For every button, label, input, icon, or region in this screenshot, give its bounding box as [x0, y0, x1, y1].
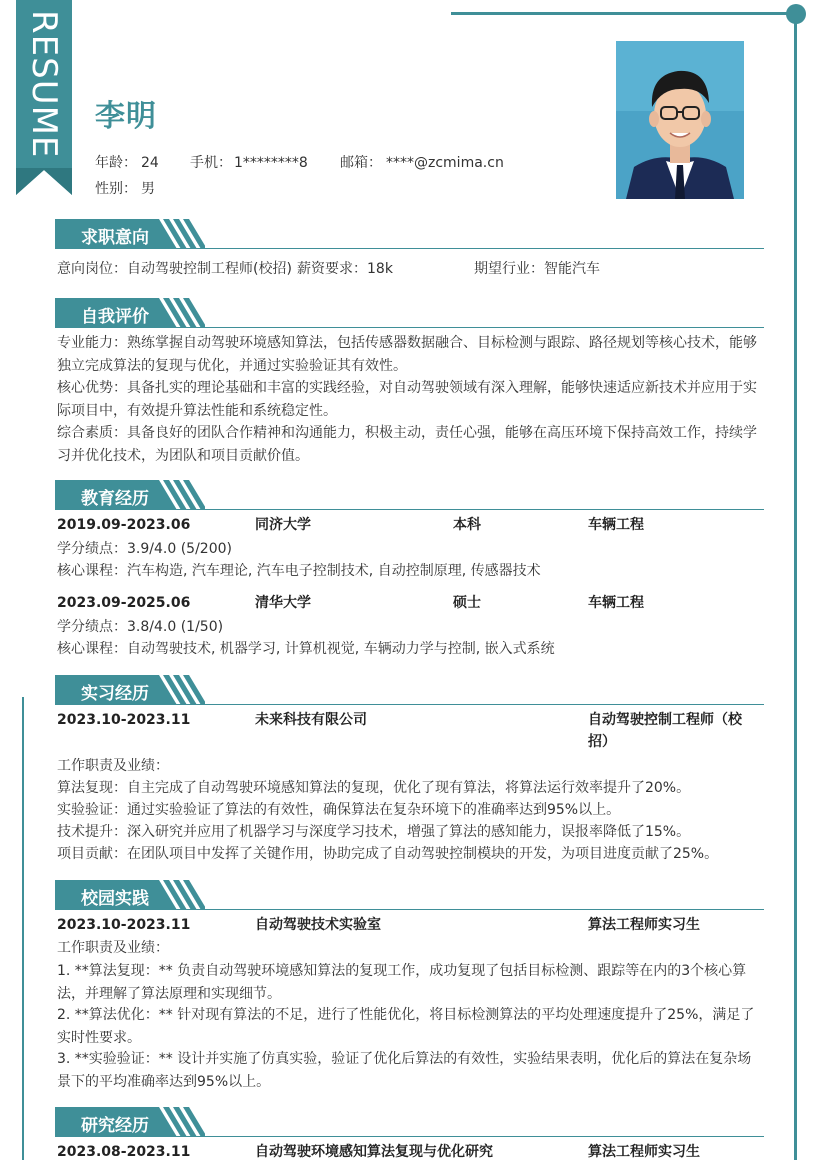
intern-company: 未来科技有限公司 [255, 712, 367, 728]
email-field: 邮箱： ****@zcmima.cn [340, 155, 504, 171]
campus-item: 1. **算法复现：** 负责自动驾驶环境感知算法的复现工作，成功复现了包括目标检测、跟踪等在内的3个核心算法，并理解了算法原理和实现细节。 [57, 963, 747, 1002]
section-header-research [55, 1107, 764, 1137]
edu-gpa: 学分绩点：3.9/4.0 (5/200) [57, 541, 232, 557]
edu-period: 2023.09-2025.06 [57, 595, 191, 611]
section-header-intern [55, 675, 764, 705]
section-rule [55, 704, 764, 705]
intern-item: 算法复现：自主完成了自动驾驶环境感知算法的复现，优化了现有算法，将算法运行效率提升了20%。 [57, 780, 691, 796]
age-field: 年龄： 24 [95, 155, 159, 171]
section-title-research: 研究经历 [81, 1116, 149, 1136]
candidate-name: 李明 [95, 99, 157, 134]
intern-item: 技术提升：深入研究并应用了机器学习与深度学习技术，增强了算法的感知能力，误报率降低了15%。 [57, 824, 691, 840]
section-header-self [55, 298, 764, 328]
section-rule [55, 509, 764, 510]
right-decor-line [794, 20, 797, 1160]
intern-period: 2023.10-2023.11 [57, 712, 191, 728]
section-rule [55, 248, 764, 249]
resume-ribbon-text: RESUME [24, 10, 64, 159]
edu-degree: 硕士 [453, 595, 481, 611]
edu-major: 车辆工程 [588, 517, 644, 533]
edu-school: 同济大学 [255, 517, 311, 533]
edu-period: 2019.09-2023.06 [57, 517, 191, 533]
intern-role-line2: 招） [588, 734, 616, 750]
intern-item: 实验验证：通过实验验证了算法的有效性，确保算法在复杂环境下的准确率达到95%以上。 [57, 802, 621, 818]
section-title-intent: 求职意向 [81, 228, 149, 248]
section-header-edu [55, 480, 764, 510]
phone-field: 手机： 1********8 [190, 155, 308, 171]
section-rule [55, 327, 764, 328]
edu-courses: 核心课程：自动驾驶技术, 机器学习, 计算机视觉, 车辆动力学与控制, 嵌入式系统 [57, 641, 555, 657]
intern-role-line1: 自动驾驶控制工程师（校 [588, 712, 742, 728]
section-title-intern: 实习经历 [81, 684, 149, 704]
research-title: 自动驾驶环境感知算法复现与优化研究 [255, 1144, 493, 1160]
edu-courses: 核心课程：汽车构造, 汽车理论, 汽车电子控制技术, 自动控制原理, 传感器技术 [57, 563, 541, 579]
intent-position: 意向岗位：自动驾驶控制工程师(校招) [57, 261, 292, 277]
section-title-self: 自我评价 [81, 307, 149, 327]
section-title-edu: 教育经历 [81, 489, 149, 509]
self-eval-quality: 综合素质：具备良好的团队合作精神和沟通能力，积极主动，责任心强，能够在高压环境下保持高效工作，持续学习并优化技术，为团队和项目贡献价值。 [57, 425, 757, 464]
edu-major: 车辆工程 [588, 595, 644, 611]
edu-school: 清华大学 [255, 595, 311, 611]
gender-field: 性别： 男 [95, 181, 155, 197]
section-header-campus [55, 880, 764, 910]
campus-item: 3. **实验验证：** 设计并实施了仿真实验，验证了优化后算法的有效性，实验结果表明，优化后的算法在复杂场景下的平均准确率达到95%以上。 [57, 1051, 752, 1090]
campus-duty-title: 工作职责及业绩： [57, 940, 169, 956]
section-rule [55, 909, 764, 910]
intern-item: 项目贡献：在团队项目中发挥了关键作用，协助完成了自动驾驶控制模块的开发，为项目进度贡献了25%。 [57, 846, 719, 862]
intent-salary: 薪资要求：18k [297, 261, 393, 277]
edu-degree: 本科 [453, 517, 481, 533]
section-header-intent [55, 219, 764, 249]
section-title-campus: 校园实践 [81, 889, 149, 909]
research-role: 算法工程师实习生 [588, 1144, 700, 1160]
intent-industry: 期望行业：智能汽车 [474, 261, 600, 277]
intern-duty-title: 工作职责及业绩： [57, 758, 169, 774]
research-period: 2023.08-2023.11 [57, 1144, 191, 1160]
campus-item: 2. **算法优化：** 针对现有算法的不足，进行了性能优化，将目标检测算法的平均处理速度提升了25%，满足了实时性要求。 [57, 1007, 755, 1046]
portrait-photo [616, 41, 744, 199]
self-eval-professional: 专业能力：熟练掌握自动驾驶环境感知算法，包括传感器数据融合、目标检测与跟踪、路径规划等核心技术，能够独立完成算法的复现与优化，并通过实验验证其有效性。 [57, 335, 757, 374]
left-decor-line [22, 697, 24, 1160]
campus-role: 算法工程师实习生 [588, 917, 700, 933]
campus-period: 2023.10-2023.11 [57, 917, 191, 933]
section-rule [55, 1136, 764, 1137]
top-decor-line [451, 12, 796, 15]
campus-org: 自动驾驶技术实验室 [255, 917, 381, 933]
edu-gpa: 学分绩点：3.8/4.0 (1/50) [57, 619, 224, 635]
self-eval-advantage: 核心优势：具备扎实的理论基础和丰富的实践经验，对自动驾驶领域有深入理解，能够快速适应新技术并应用于实际项目中，有效提升算法性能和系统稳定性。 [57, 380, 757, 419]
